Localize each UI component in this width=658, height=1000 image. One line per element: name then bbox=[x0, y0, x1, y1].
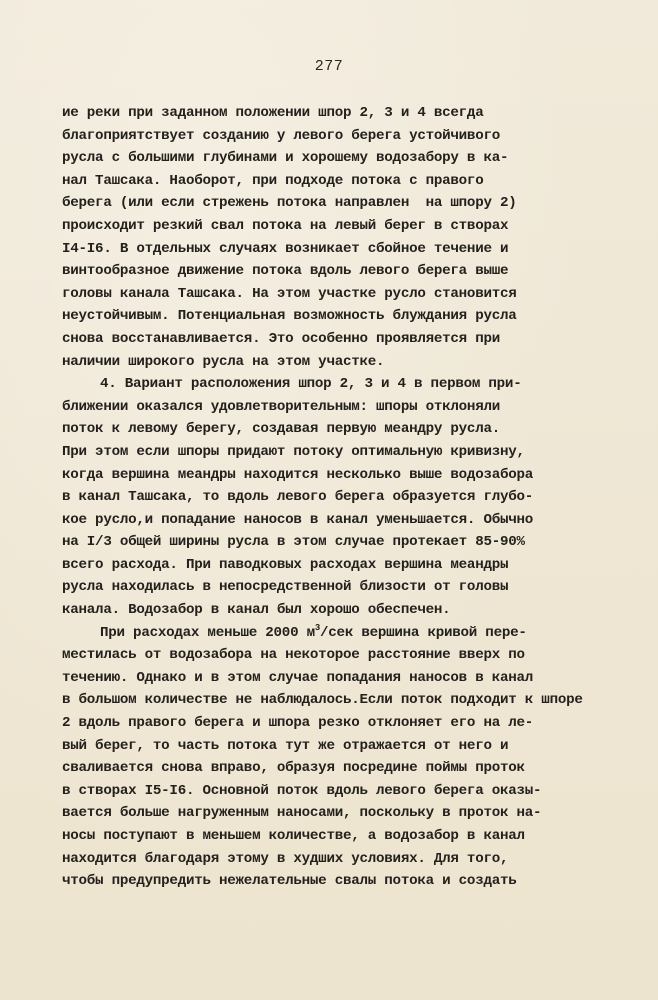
text-line: винтообразное движение потока вдоль левого берега выше bbox=[62, 263, 509, 280]
text-line: когда вершина меандры находится несколько выше водозабора bbox=[62, 466, 534, 483]
text-line: благоприятствует созданию у левого берега устойчивого bbox=[62, 127, 500, 144]
text-line: головы канала Ташсака. На этом участке русло становится bbox=[62, 285, 517, 302]
page-number: 277 bbox=[314, 58, 344, 75]
text-line: местилась от водозабора на некоторое расстояние вверх по bbox=[62, 647, 525, 664]
text-line: неустойчивым. Потенциальная возможность блуждания русла bbox=[62, 308, 517, 325]
text-segment: При расходах меньше 2000 м bbox=[100, 624, 315, 641]
text-line: кое русло,и попадание наносов в канал уменьшается. Обычно bbox=[62, 511, 534, 528]
text-line: снова восстанавливается. Это особенно проявляется при bbox=[62, 330, 500, 347]
text-line: чтобы предупредить нежелательные свалы потока и создать bbox=[62, 873, 517, 890]
text-segment: /сек вершина кривой пере- bbox=[320, 624, 527, 641]
text-line: русла с большими глубинами и хорошему водозабору в ка- bbox=[62, 150, 509, 167]
paragraph-start-line: 4. Вариант расположения шпор 2, 3 и 4 в первом при- bbox=[100, 376, 522, 393]
text-line: находится благодаря этому в худших условиях. Для того, bbox=[62, 850, 509, 867]
text-line: наличии широкого русла на этом участке. bbox=[62, 353, 385, 370]
text-line: При этом если шпоры придают потоку оптимальную кривизну, bbox=[62, 443, 525, 460]
text-line: носы поступают в меньшем количестве, а водозабор в канал bbox=[62, 828, 525, 844]
text-line: вый берег, то часть потока тут же отражается от него и bbox=[62, 737, 509, 754]
text-line: происходит резкий свал потока на левый берег в створах bbox=[62, 217, 509, 234]
text-line: берега (или если стрежень потока направлен на шпору 2) bbox=[62, 195, 517, 212]
text-line: вается больше нагруженным наносами, поскольку в проток на- bbox=[62, 805, 542, 822]
text-line: в створах I5-I6. Основной поток вдоль левого берега оказы- bbox=[62, 782, 542, 799]
body-text bbox=[62, 102, 642, 893]
text-line: 2 вдоль правого берега и шпора резко отклоняет его на ле- bbox=[62, 715, 534, 732]
paragraph-start-line bbox=[62, 622, 642, 645]
text-line: в канал Ташсака, то вдоль левого берега образуется глубо- bbox=[62, 489, 534, 506]
text-line: поток к левому берегу, создавая первую меандру русла. bbox=[62, 421, 500, 438]
text-line: ближении оказался удовлетворительным: шпоры отклоняли bbox=[62, 398, 500, 415]
text-line: канала. Водозабор в канал был хорошо обеспечен. bbox=[62, 602, 451, 619]
text-line: I4-I6. В отдельных случаях возникает сбойное течение и bbox=[62, 240, 509, 257]
text-line: нал Ташсака. Наоборот, при подходе потока с правого bbox=[62, 172, 484, 189]
text-line: сваливается снова вправо, образуя посредине поймы проток bbox=[62, 760, 525, 777]
text-line: русла находилась в непосредственной близости от головы bbox=[62, 579, 509, 596]
text-line: на I/3 общей ширины русла в этом случае протекает 85-90% bbox=[62, 534, 525, 551]
text-line: течению. Однако и в этом случае попадания наносов в канал bbox=[62, 669, 534, 686]
text-line: в большом количестве не наблюдалось.Если поток подходит к шпоре bbox=[62, 692, 583, 709]
superscript: 3 bbox=[314, 622, 321, 633]
text-line: всего расхода. При паводковых расходах вершина меандры bbox=[62, 556, 509, 573]
text-line: ие реки при заданном положении шпор 2, 3 и 4 всегда bbox=[62, 105, 484, 121]
